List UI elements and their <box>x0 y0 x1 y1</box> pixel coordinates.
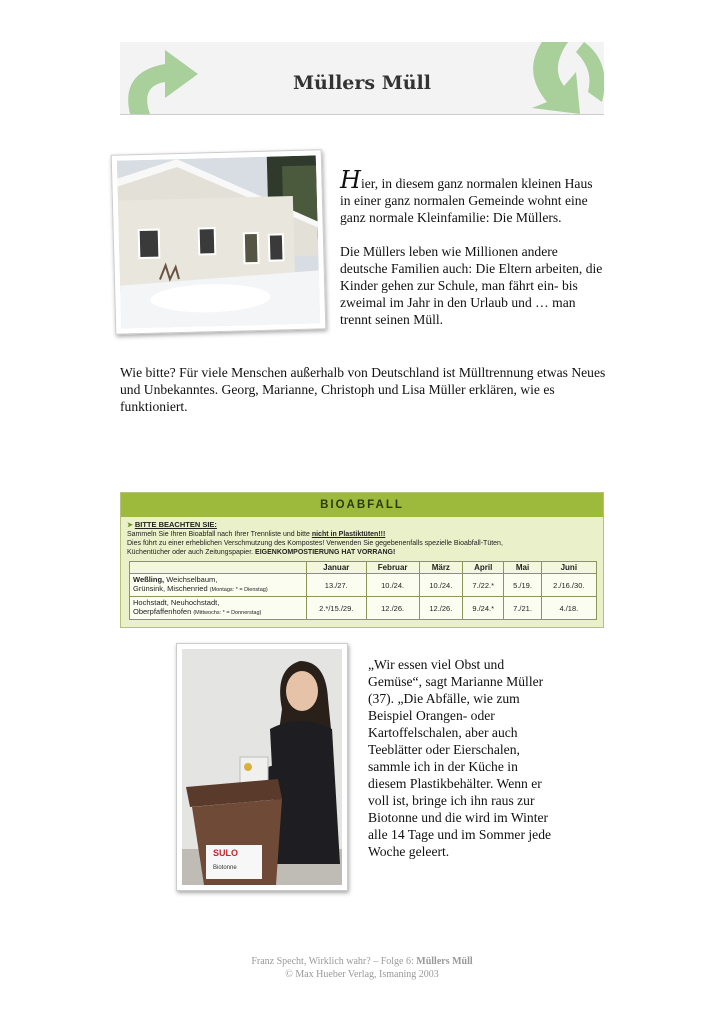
drop-cap: H <box>340 166 361 194</box>
table-cell-location: Weßling, Weichselbaum, Grünsink, Mischenried (Montags: * = Dienstag) <box>130 574 307 597</box>
intro-paragraph-2: Die Müllers leben wie Millionen andere deutsche Familien auch: Die Eltern arbeiten, die Kinder gehen zur Schule, man fährt ein- bis zweimal im Jahr in den Urlaub und … man trennt seinen Müll. <box>340 244 603 327</box>
schedule-note: ➤ BITTE BEACHTEN SIE: Sammeln Sie Ihren Bioabfall nach Ihrer Trennliste und bitte nicht in Plastiktüten!!! Dies führt zu einer erheblichen Verschmutzung des Kompostes! Verwenden Sie gegebenenfalls spezielle Bioabfall-Tüten, Küchentücher oder auch Zeitungspapier. EIGENKOMPOSTIERUNG HAT VORRANG! <box>127 520 503 556</box>
column-header: Juni <box>541 562 596 574</box>
house-photo <box>111 149 327 334</box>
footer-copyright: © Max Hueber Verlag, Ismaning 2003 <box>285 969 439 980</box>
table-cell: 13./27. <box>307 574 367 597</box>
table-cell: 4./18. <box>541 597 596 620</box>
column-header: Februar <box>366 562 419 574</box>
table-cell: 7./22.* <box>462 574 503 597</box>
header-banner <box>120 42 604 115</box>
column-header: März <box>419 562 462 574</box>
footer <box>0 955 724 981</box>
bin-type-label: Biotonne <box>213 865 237 871</box>
column-header: Mai <box>504 562 541 574</box>
column-header: April <box>462 562 503 574</box>
table-cell: 2.*/15./29. <box>307 597 367 620</box>
intro-paragraph-1: Hier, in diesem ganz normalen kleinen Haus in einer ganz normalen Gemeinde wohnt eine ganz normale Kleinfamilie: Die Müllers. <box>340 166 593 225</box>
body-paragraph: Wie bitte? Für viele Menschen außerhalb von Deutschland ist Mülltrennung etwas Neues und Unbekanntes. Georg, Marianne, Christoph und Lisa Müller erklären, wie es funktioniert. <box>120 365 606 414</box>
arrow-right-icon: ➤ <box>127 522 133 529</box>
intro-text <box>340 166 606 328</box>
table-row <box>130 597 597 620</box>
table-cell: 10./24. <box>419 574 462 597</box>
table-header-row <box>130 562 597 574</box>
quote-text: „Wir essen viel Obst und Gemüse“, sagt Marianne Müller (37). „Die Abfälle, wie zum Beispiel Orangen- oder Kartoffelschalen, aber auch Teeblätter oder Eierschalen, sammle ich in der Küche in diesem Plastikbehälter. Wenn er voll ist, bringe ich ihn raus zur Biotonne und die wird im Winter alle 14 Tage und im Sommer jede Woche geleert. <box>368 657 552 859</box>
table-cell: 9./24.* <box>462 597 503 620</box>
table-cell: 2./16./30. <box>541 574 596 597</box>
table-row <box>130 574 597 597</box>
column-header-location <box>130 562 307 574</box>
bioabfall-schedule <box>120 492 604 628</box>
table-cell-location: Hochstadt, Neuhochstadt, Oberpfaffenhofen (Mittwochs: * = Donnerstag) <box>130 597 307 620</box>
table-cell: 12./26. <box>419 597 462 620</box>
table-cell: 7./21. <box>504 597 541 620</box>
footer-line-1: Franz Specht, Wirklich wahr? – Folge 6: Müllers Müll <box>251 956 473 967</box>
column-header: Januar <box>307 562 367 574</box>
page-title: Müllers Müll <box>293 72 431 94</box>
table-cell: 12./26. <box>366 597 419 620</box>
schedule-title: BIOABFALL <box>121 493 603 517</box>
schedule-table <box>129 561 597 620</box>
bin-brand-label: SULO <box>213 848 239 858</box>
table-cell: 5./19. <box>504 574 541 597</box>
note-heading: BITTE BEACHTEN SIE: <box>134 520 217 529</box>
table-cell: 10./24. <box>366 574 419 597</box>
woman-bin-photo <box>176 643 348 891</box>
